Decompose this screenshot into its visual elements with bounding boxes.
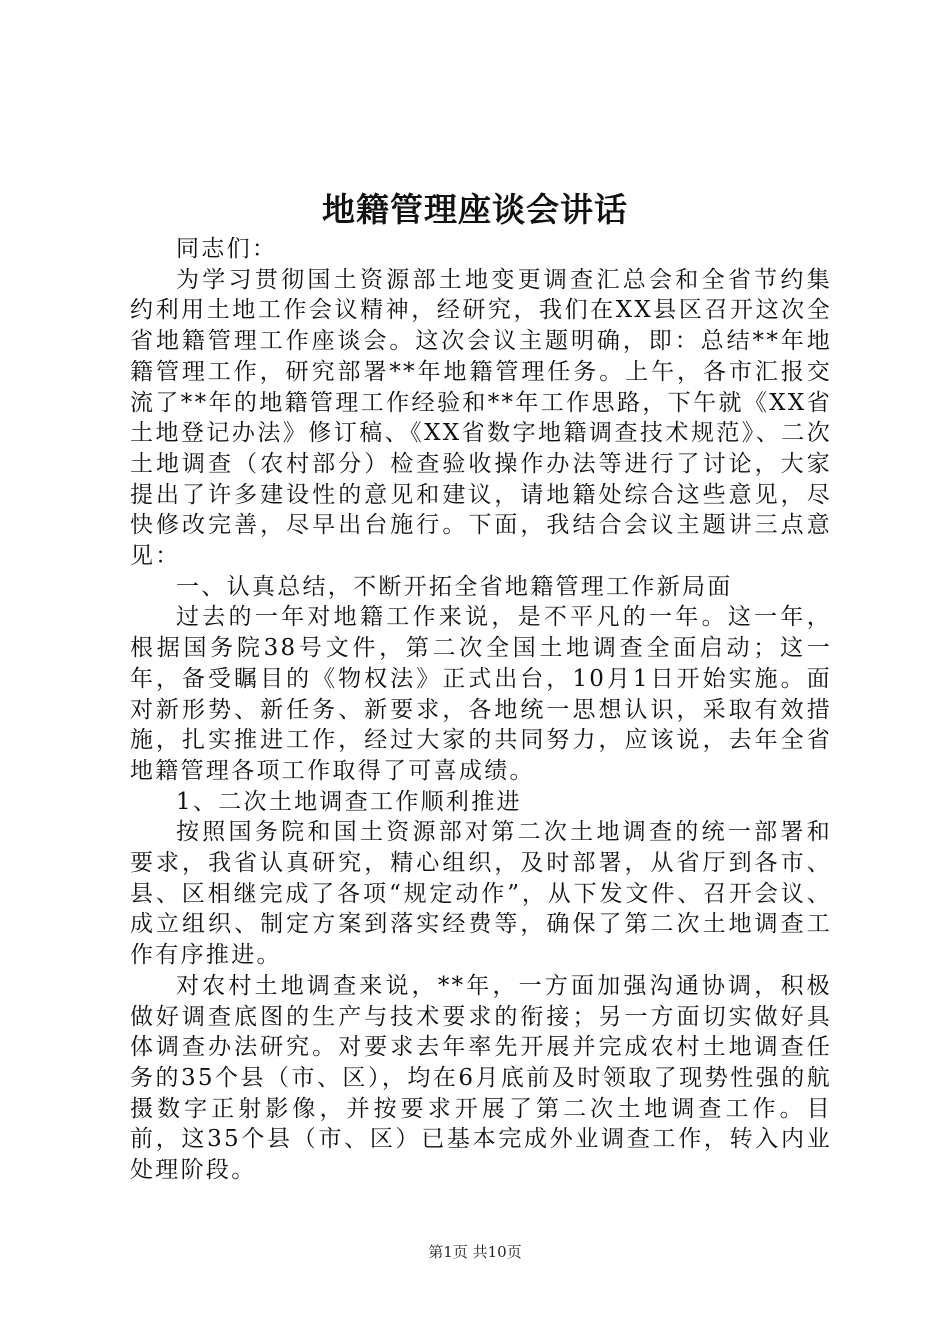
- subsection-heading: 1、二次土地调查工作顺利推进: [176, 788, 522, 815]
- body-paragraph: 过去的一年对地籍工作来说，是不平凡的一年。这一年，根据国务院38号文件，第二次全国土地调查全面启动；这一年，备受瞩目的《物权法》正式出台，10月1日开始实施。面对新形势、新任务、新要求，各地统一思想认识，采取有效措施，扎实推进工作，经过大家的共同努力，应该说，去年全省地籍管理各项工作取得了可喜成绩。: [130, 604, 832, 784]
- section-heading: 一、认真总结，不断开拓全省地籍管理工作新局面: [176, 573, 733, 600]
- body-paragraph: 对农村土地调查来说，**年，一方面加强沟通协调，积极做好调查底图的生产与技术要求的衔接；另一方面切实做好具体调查办法研究。对要求去年率先开展并完成农村土地调查任务的35个县（市、区），均在6月底前及时领取了现势性强的航摄数字正射影像，并按要求开展了第二次土地调查工作。目前，这35个县（市、区）已基本完成外业调查工作，转入内业处理阶段。: [130, 972, 832, 1184]
- document-body: [130, 234, 832, 1186]
- document-title: 地籍管理座谈会讲话: [322, 190, 628, 229]
- intro-paragraph: 为学习贯彻国土资源部土地变更调查汇总会和全省节约集约利用土地工作会议精神，经研究，我们在XX县区召开这次全省地籍管理工作座谈会。这次会议主题明确，即：总结**年地籍管理工作，研究部署**年地籍管理任务。上午，各市汇报交流了**年的地籍管理工作经验和**年工作思路，下午就《XX省土地登记办法》修订稿、《XX省数字地籍调查技术规范》、二次土地调查（农村部分）检查验收操作办法等进行了讨论，大家提出了许多建设性的意见和建议，请地籍处综合这些意见，尽快修改完善，尽早出台施行。下面，我结合会议主题讲三点意见：: [130, 266, 832, 570]
- page-number-footer: 第1页 共10页: [428, 1243, 522, 1261]
- body-paragraph: 按照国务院和国土资源部对第二次土地调查的统一部署和要求，我省认真研究，精心组织，及时部署，从省厅到各市、县、区相继完成了各项“规定动作”，从下发文件、召开会议、成立组织、制定方案到落实经费等，确保了第二次土地调查工作有序推进。: [130, 819, 832, 969]
- salutation-paragraph: 同志们：: [176, 236, 278, 262]
